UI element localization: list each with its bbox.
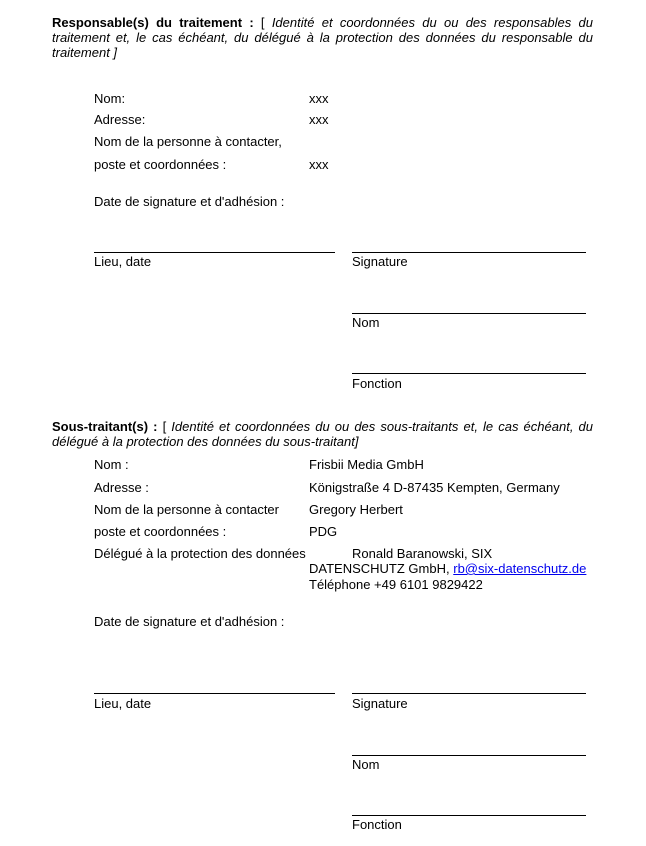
- sous-traitant-signature-label: Signature: [352, 696, 408, 711]
- responsable-poste-label: poste et coordonnées :: [94, 157, 227, 172]
- sous-traitant-poste-label: poste et coordonnées :: [94, 524, 227, 539]
- sous-traitant-adresse-label: Adresse :: [94, 480, 149, 495]
- sous-traitant-contact-label: Nom de la personne à contacter: [94, 502, 279, 517]
- sous-traitant-lieu-date-label: Lieu, date: [94, 696, 152, 711]
- responsable-nom-value: xxx: [309, 91, 329, 106]
- sous-traitant-dpo-company-line: [309, 561, 586, 576]
- responsable-heading-bracket: [: [260, 15, 265, 30]
- sous-traitant-heading-bracket: [: [162, 419, 167, 434]
- responsable-adresse-value: xxx: [309, 112, 329, 127]
- responsable-signature-line: [352, 252, 586, 253]
- sous-traitant-dpo-label: Délégué à la protection des données: [94, 546, 306, 561]
- sous-traitant-nom-sign-label: Nom: [352, 757, 380, 772]
- sous-traitant-dpo-name: Ronald Baranowski, SIX: [352, 546, 493, 561]
- responsable-nom-line: [352, 313, 586, 314]
- sous-traitant-fonction-line: [352, 815, 586, 816]
- sous-traitant-heading-title: Sous-traitant(s) :: [52, 419, 158, 434]
- sous-traitant-nom-label: Nom :: [94, 457, 129, 472]
- responsable-heading: [52, 15, 593, 60]
- responsable-lieu-date-line: [94, 252, 335, 253]
- sous-traitant-poste-value: PDG: [309, 524, 338, 539]
- sous-traitant-signature-line: [352, 693, 586, 694]
- sous-traitant-heading: [52, 419, 593, 449]
- sous-traitant-heading-description: Identité et coordonnées du ou des sous-traitants et, le cas échéant, du délégué à la protection des données du sous-traitant]: [52, 419, 593, 449]
- responsable-adresse-label: Adresse:: [94, 112, 146, 127]
- sous-traitant-adresse-value: Königstraße 4 D-87435 Kempten, Germany: [309, 480, 560, 495]
- responsable-heading-title: Responsable(s) du traitement :: [52, 15, 254, 30]
- sous-traitant-dpo-email-link[interactable]: rb@six-datenschutz.de: [453, 561, 587, 576]
- sous-traitant-contact-value: Gregory Herbert: [309, 502, 403, 517]
- responsable-fonction-line: [352, 373, 586, 374]
- sous-traitant-lieu-date-line: [94, 693, 335, 694]
- sous-traitant-nom-value: Frisbii Media GmbH: [309, 457, 424, 472]
- sous-traitant-fonction-label: Fonction: [352, 817, 402, 832]
- sous-traitant-date-label: Date de signature et d'adhésion :: [94, 614, 285, 629]
- sous-traitant-dpo-phone: Téléphone +49 6101 9829422: [309, 577, 483, 592]
- responsable-contact-label: Nom de la personne à contacter,: [94, 134, 282, 149]
- responsable-nom-sign-label: Nom: [352, 315, 380, 330]
- sous-traitant-nom-line: [352, 755, 586, 756]
- responsable-signature-label: Signature: [352, 254, 408, 269]
- responsable-nom-label: Nom:: [94, 91, 126, 106]
- responsable-poste-value: xxx: [309, 157, 329, 172]
- sous-traitant-dpo-company: DATENSCHUTZ GmbH,: [309, 561, 450, 576]
- responsable-fonction-label: Fonction: [352, 376, 402, 391]
- responsable-heading-description: Identité et coordonnées du ou des responsables du traitement et, le cas échéant, du délégué à la protection des données du responsable du traitement ]: [52, 15, 593, 60]
- responsable-date-label: Date de signature et d'adhésion :: [94, 194, 285, 209]
- responsable-lieu-date-label: Lieu, date: [94, 254, 152, 269]
